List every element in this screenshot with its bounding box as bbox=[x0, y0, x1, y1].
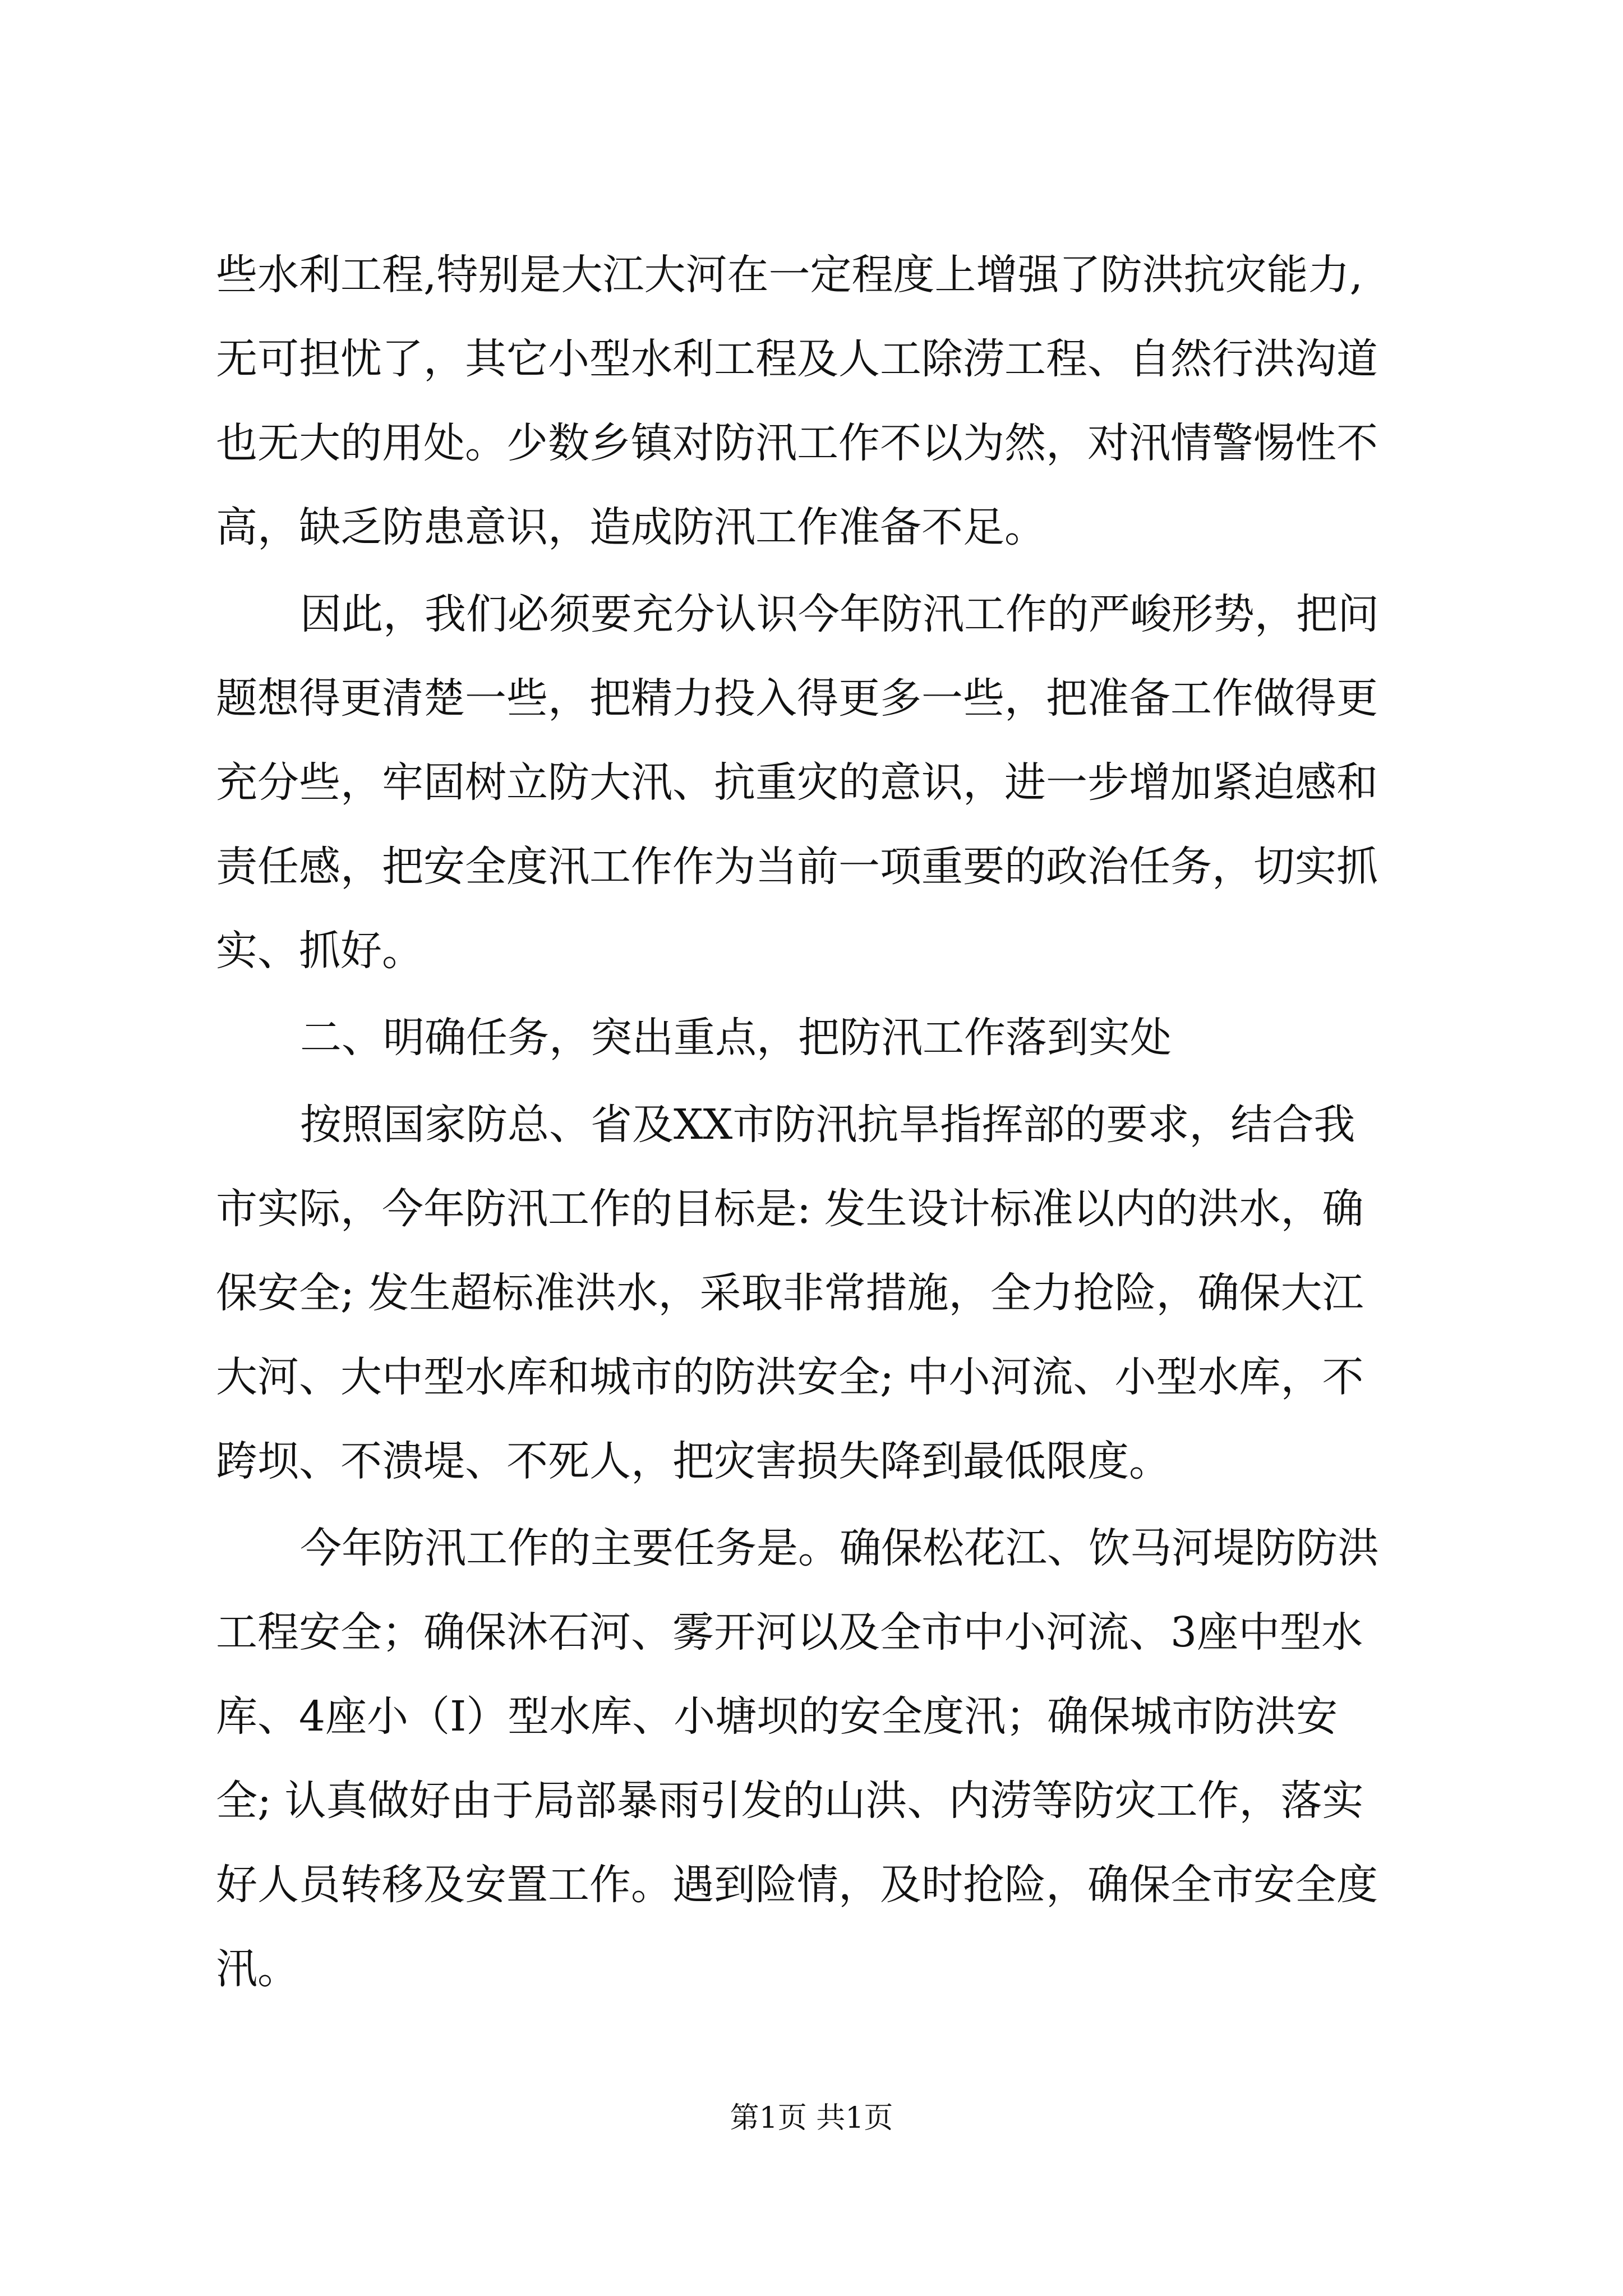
paragraph-line: 充分些，牢固树立防大汛、抗重灾的意识，进一步增加紧迫感和 bbox=[216, 758, 1378, 807]
section-heading: 二、明确任务，突出重点，把防汛工作落到实处 bbox=[300, 1014, 1172, 1062]
paragraph-line: 因此，我们必须要充分认识今年防汛工作的严峻形势，把问 bbox=[300, 590, 1379, 638]
paragraph-line: 大河、大中型水库和城市的防洪安全; 中小河流、小型水库，不 bbox=[216, 1353, 1364, 1401]
paragraph-line: 也无大的用处。少数乡镇对防汛工作不以为然，对汛情警惕性不 bbox=[216, 419, 1378, 467]
paragraph-line: 保安全; 发生超标准洪水，采取非常措施，全力抢险，确保大江 bbox=[216, 1269, 1364, 1317]
paragraph-line: 责任感，把安全度汛工作作为当前一项重要的政治任务，切实抓 bbox=[216, 843, 1378, 891]
paragraph-line: 无可担忧了，其它小型水利工程及人工除涝工程、自然行洪沟道 bbox=[216, 335, 1378, 383]
paragraph-line: 汛。 bbox=[216, 1945, 299, 1993]
paragraph-line: 按照国家防总、省及XX市防汛抗旱指挥部的要求，结合我 bbox=[300, 1101, 1355, 1149]
paragraph-line: 题想得更清楚一些，把精力投入得更多一些，把准备工作做得更 bbox=[216, 674, 1378, 723]
paragraph-line: 高，缺乏防患意识，造成防汛工作准备不足。 bbox=[216, 503, 1046, 551]
paragraph-line: 库、4座小（Ⅰ）型水库、小塘坝的安全度汛；确保城市防洪安 bbox=[216, 1692, 1338, 1741]
paragraph-line: 市实际，今年防汛工作的目标是: 发生设计标准以内的洪水，确 bbox=[216, 1185, 1364, 1233]
page-footer bbox=[0, 2096, 1623, 2141]
paragraph-line: 工程安全；确保沐石河、雾开河以及全市中小河流、3座中型水 bbox=[216, 1608, 1363, 1657]
paragraph-line: 实、抓好。 bbox=[216, 927, 423, 975]
paragraph-line: 些水利工程,特别是大江大河在一定程度上增强了防洪抗灾能力, bbox=[216, 251, 1363, 299]
paragraph-line: 好人员转移及安置工作。遇到险情，及时抢险，确保全市安全度 bbox=[216, 1861, 1378, 1909]
page-number-label: 第1页 共1页 bbox=[730, 2101, 893, 2135]
paragraph-line: 今年防汛工作的主要任务是。确保松花江、饮马河堤防防洪 bbox=[300, 1524, 1379, 1572]
paragraph-line: 全; 认真做好由于局部暴雨引发的山洪、内涝等防灾工作，落实 bbox=[216, 1777, 1364, 1825]
paragraph-line: 跨坝、不溃堤、不死人，把灾害损失降到最低限度。 bbox=[216, 1437, 1170, 1485]
